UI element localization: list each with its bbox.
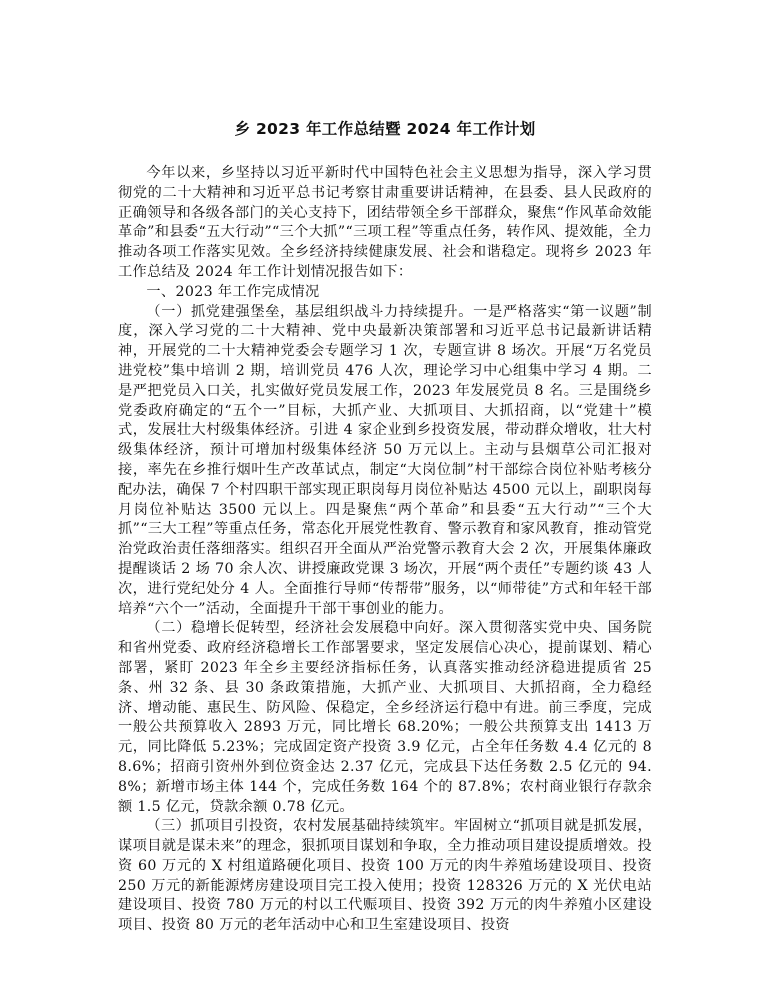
document-body [118, 164, 652, 936]
paragraph-party-building: （一）抓党建强堡垒，基层组织战斗力持续提升。一是严格落实“第一议题”制度，深入学习党的二十大精神、党中央最新决策部署和习近平总书记最新讲话精神，开展党的二十大精神党委会专题学习 1 次，专题宣讲 8 场次。开展“万名党员进党校”集中培训 2 期，培训党员 476 人次，理论学习中心组集中学习 4 期。二是严把党员入口关，扎实做好党员发展工作，2023 年发展党员 8 名。三是围绕乡党委政府确定的“五个一”目标，大抓产业、大抓项目、大抓招商，以“党建十”模式，发展壮大村级集体经济。引进 4 家企业到乡投资发展，带动群众增收，壮大村级集体经济，预计可增加村级集体经济 50 万元以上。主动与县烟草公司汇报对接，率先在乡推行烟叶生产改革试点，制定“大岗位制”村干部综合岗位补贴考核分配办法，确保 7 个村四职干部实现正职岗每月岗位补贴达 4500 元以上，副职岗每月岗位补贴达 3500 元以上。四是聚焦“两个革命”和县委“五大行动”“三个大抓”“三大工程”等重点任务，常态化开展党性教育、警示教育和家风教育，推动管党治党政治责任落细落实。组织召开全面从严治党警示教育大会 2 次，开展集体廉政提醒谈话 2 场 70 余人次、讲授廉政党课 3 场次，开展“两个责任”专题约谈 43 人次，进行党纪处分 4 人。全面推行导师“传帮带”服务，以“师带徒”方式和年轻干部培养“六个一”活动，全面提升干部干事创业的能力。 [118, 303, 652, 617]
document-title: 乡 2023 年工作总结暨 2024 年工作计划 [234, 120, 536, 138]
intro-paragraph: 今年以来，乡坚持以习近平新时代中国特色社会主义思想为指导，深入学习贯彻党的二十大精神和习近平总书记考察甘肃重要讲话精神，在县委、县人民政府的正确领导和各级各部门的关心支持下，团结带领全乡干部群众，聚焦“作风革命效能革命”和县委“五大行动”“三个大抓”“三项工程”等重点任务，转作风、提效能，全力推动各项工作落实见效。全乡经济持续健康发展、社会和谐稳定。现将乡 2023 年工作总结及 2024 年工作计划情况报告如下： [118, 165, 652, 280]
paragraph-economic-growth: （二）稳增长促转型，经济社会发展稳中向好。深入贯彻落实党中央、国务院和省州党委、政府经济稳增长工作部署要求，坚定发展信心决心，提前谋划、精心部署，紧盯 2023 年全乡主要经济指标任务，认真落实推动经济稳进提质省 25 条、州 32 条、县 30 条政策措施，大抓产业、大抓项目、大抓招商，全力稳经济、增动能、惠民生、防风险、保稳定，全乡经济运行稳中有进。前三季度，完成一般公共预算收入 2893 万元，同比增长 68.20%；一般公共预算支出 1413 万元，同比降低 5.23%；完成固定资产投资 3.9 亿元，占全年任务数 4.4 亿元的 88.6%；招商引资州外到位资金达 2.37 亿元，完成县下达任务数 2.5 亿元的 94.8%；新增市场主体 144 个，完成任务数 164 个的 87.8%；农村商业银行存款余额 1.5 亿元，贷款余额 0.78 亿元。 [118, 620, 652, 815]
section-heading-2023-work: 一、2023 年工作完成情况 [146, 283, 320, 300]
paragraph-project-investment: （三）抓项目引投资，农村发展基础持续筑牢。牢固树立“抓项目就是抓发展，谋项目就是谋未来”的理念，狠抓项目谋划和争取，全力推动项目建设提质增效。投资 60 万元的 X 村组道路硬化项目、投资 100 万元的肉牛养殖场建设项目、投资 250 万元的新能源烤房建设项目完工投入使用；投资 128326 万元的 X 光伏电站建设项目、投资 780 万元的村以工代赈项目、投资 392 万元的肉牛养殖小区建设项目、投资 80 万元的老年活动中心和卫生室建设项目、投资 [118, 818, 652, 934]
